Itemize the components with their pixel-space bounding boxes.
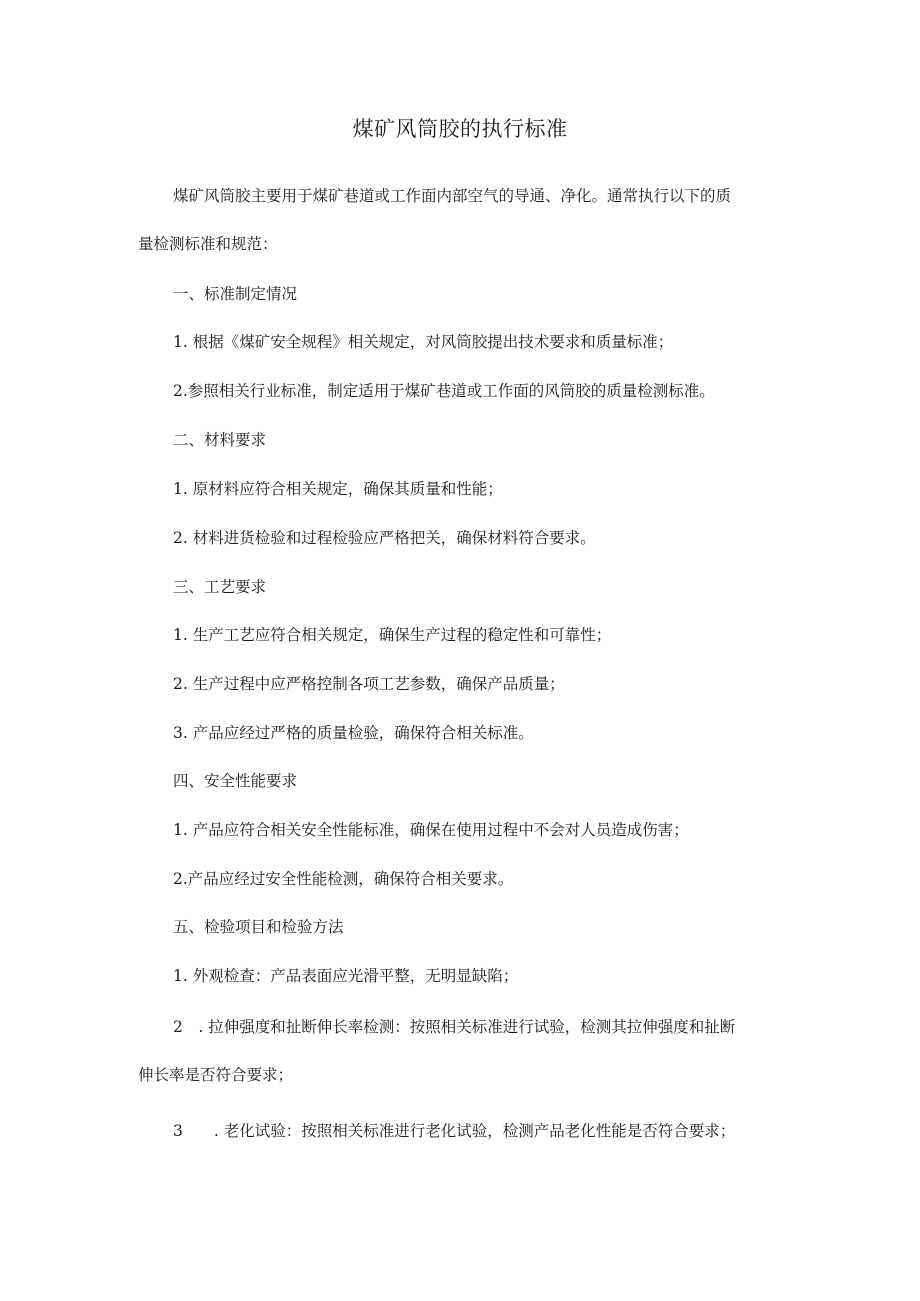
section-5-item-1: 1. 外观检查：产品表面应光滑平整，无明显缺陷； [173, 967, 519, 985]
section-3-item-1: 1. 生产工艺应符合相关规定，确保生产过程的稳定性和可靠性； [173, 626, 612, 644]
section-5-item-2-line-1: 2 . 拉伸强度和扯断伸长率检测：按照相关标准进行试验，检测其拉伸强度和扯断 [173, 1018, 736, 1036]
section-4-item-2: 2.产品应经过安全性能检测，确保符合相关要求。 [173, 870, 514, 888]
section-3-item-3: 3. 产品应经过严格的质量检验，确保符合相关标准。 [173, 724, 534, 742]
section-4-item-1: 1. 产品应符合相关安全性能标准，确保在使用过程中不会对人员造成伤害； [173, 821, 689, 839]
section-1-item-1: 1. 根据《煤矿安全规程》相关规定，对风筒胶提出技术要求和质量标准； [173, 333, 674, 351]
document-title: 煤矿风筒胶的执行标准 [352, 117, 568, 141]
section-3-item-2: 2. 生产过程中应严格控制各项工艺参数，确保产品质量； [173, 675, 565, 693]
section-5-item-3: 3 . 老化试验：按照相关标准进行老化试验，检测产品老化性能是否符合要求； [173, 1122, 736, 1140]
section-5-heading: 五、检验项目和检验方法 [173, 918, 344, 936]
section-5-item-2-line-2: 伸长率是否符合要求； [138, 1066, 294, 1084]
section-2-heading: 二、材料要求 [173, 431, 267, 449]
section-1-item-2: 2.参照相关行业标准，制定适用于煤矿巷道或工作面的风筒胶的质量检测标准。 [173, 382, 715, 400]
section-2-item-1: 1. 原材料应符合相关规定，确保其质量和性能； [173, 480, 503, 498]
section-3-heading: 三、工艺要求 [173, 578, 267, 596]
section-1-heading: 一、标准制定情况 [173, 285, 298, 303]
intro-line-1: 煤矿风筒胶主要用于煤矿巷道或工作面内部空气的导通、净化。通常执行以下的质 [173, 187, 732, 205]
intro-line-2: 量检测标准和规范： [138, 235, 278, 253]
section-2-item-2: 2. 材料进货检验和过程检验应严格把关，确保材料符合要求。 [173, 529, 596, 547]
section-4-heading: 四、安全性能要求 [173, 772, 298, 790]
